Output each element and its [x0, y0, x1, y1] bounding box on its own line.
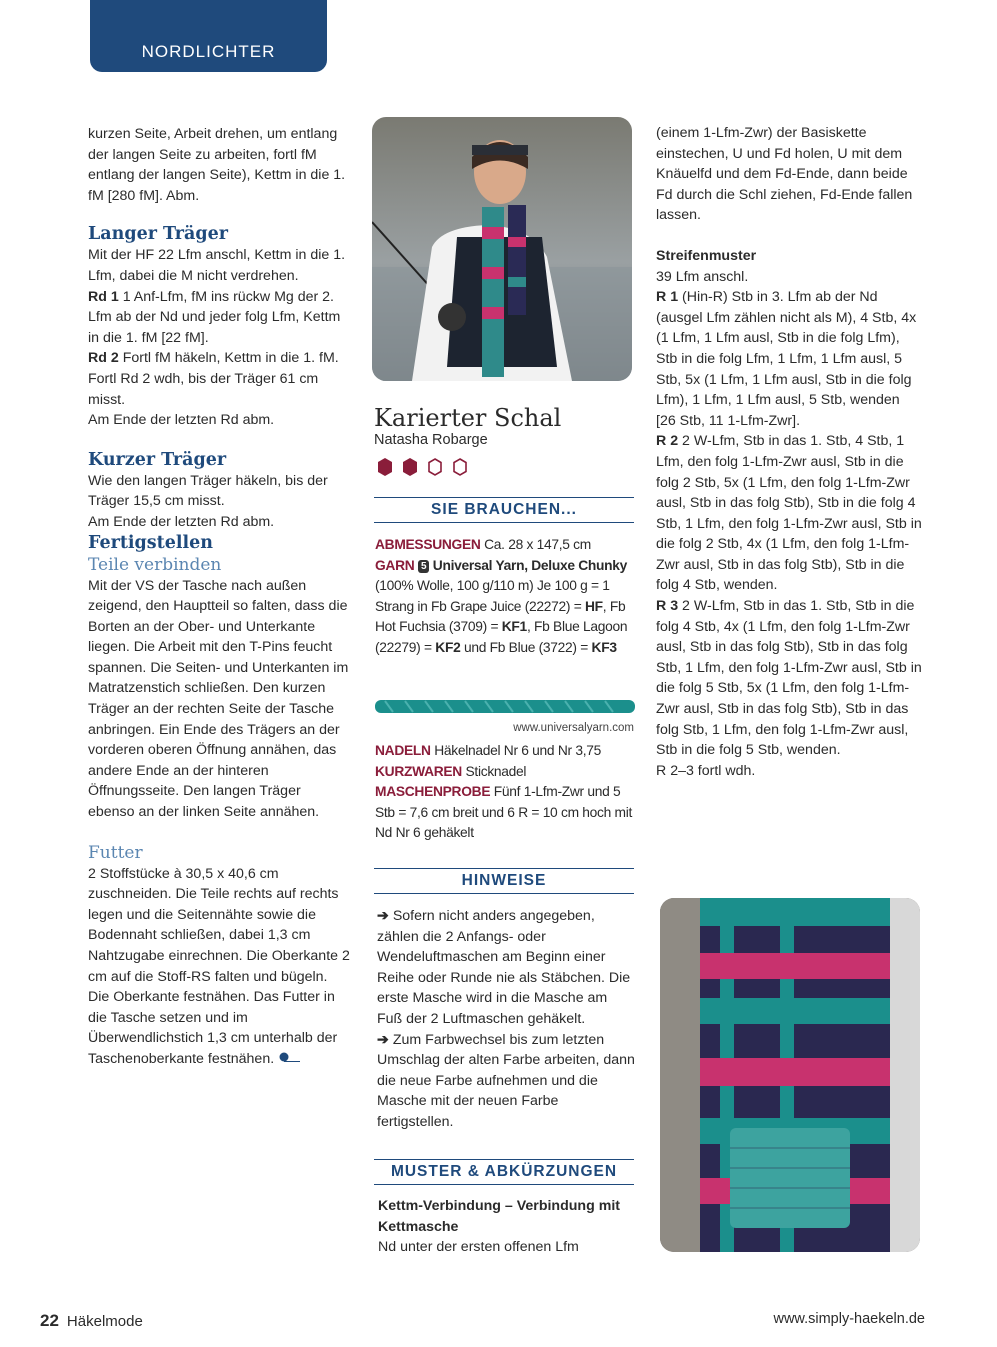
- footer-url[interactable]: www.simply-haekeln.de: [773, 1311, 925, 1327]
- col3-intro: (einem 1-Lfm-Zwr) der Basiskette einstechen, U und Fd holen, U mit dem Knäuelfd und dem Fd-Ende, dann beide Fd durch die Schl ziehen, Fd-Ende fallen lassen.: [656, 125, 913, 224]
- footer-left: [40, 1311, 143, 1331]
- garn: [375, 556, 637, 659]
- nadeln: [375, 741, 637, 762]
- row-2-text: 2 W-Lfm, Stb in das 1. Stb, 4 Stb, 1 Lfm, den folg 1-Lfm-Zwr ausl, Stb in die folg 2 Stb, 5x (1 Lfm, den folg 1-Lfm-Zwr ausl, Stb in das folg Stb), Stb in die folg 4 Stb, 1 Lfm, den folg 1-Lfm-Zwr ausl, Stb in die folg 2 Stb, 4x (1 Lfm, den folg 1-Lfm-Zwr ausl, Stb in das folg Stb), Stb in die folg 4 Stb, wenden.: [656, 433, 922, 594]
- streifen-line1: 39 Lfm anschl.: [656, 268, 749, 285]
- hinweis-2-text: Zum Farbwechsel bis zum letzten Umschlag der alten Farbe arbeiten, dann die neue Farbe aufnehmen und die Masche mit der neuen Farbe fertigstellen.: [377, 1031, 635, 1130]
- heading-streifenmuster: Streifenmuster: [656, 247, 757, 264]
- hf-code: HF: [585, 598, 603, 614]
- kurzer-line2: Am Ende der letzten Rd abm.: [88, 513, 275, 530]
- arrow-icon: ➔: [377, 908, 389, 924]
- langer-line4: Fortl Rd 2 wdh, bis der Träger 61 cm misst.: [88, 370, 319, 408]
- garn-t2: , Fb Blue Lagoon (22279) =: [375, 619, 628, 655]
- sie-brauchen-header: SIE BRAUCHEN...: [374, 497, 634, 523]
- section-tab: [90, 0, 327, 72]
- kf2-code: KF2: [435, 639, 461, 655]
- heading-teile-verbinden: Teile verbinden: [88, 554, 222, 575]
- kurzwaren: [375, 762, 637, 783]
- rd1-label: Rd 1: [88, 288, 119, 305]
- hinweis-1: [377, 906, 635, 1030]
- garn-text: (100% Wolle, 100 g/110 m) Je 100 g = 1 Strang in Fb Grape Juice (22272) =: [375, 578, 610, 614]
- row-1: [656, 287, 922, 431]
- tools: [375, 741, 637, 844]
- maschenprobe: [375, 782, 637, 844]
- garn-t3: und Fb Blue (3722) =: [460, 639, 592, 655]
- abmessungen: [375, 535, 637, 556]
- row-3: [656, 596, 922, 761]
- maschenprobe-label: MASCHENPROBE: [375, 784, 491, 800]
- maschenprobe-text: Fünf 1-Lfm-Zwr und 5 Stb = 7,6 cm breit und 6 R = 10 cm hoch mit Nd Nr 6 gehäkelt: [375, 784, 633, 841]
- heading-fertigstellen: Fertigstellen: [88, 532, 214, 553]
- kurzwaren-text: Sticknadel: [461, 763, 527, 779]
- end-mark-icon: [278, 1051, 300, 1063]
- muster-header: MUSTER & ABKÜRZUNGEN: [374, 1159, 634, 1185]
- garn-brand: Universal Yarn, Deluxe Chunky: [429, 557, 628, 573]
- kf3-code: KF3: [591, 639, 617, 655]
- kurzwaren-label: KURZWAREN: [375, 763, 462, 779]
- teile-text: Mit der VS der Tasche nach außen zeigend, den Hauptteil so falten, dass die Borten an der Ober- und Unterkante liegen. Die Arbeit mit den T-Pins feucht spannen. Die Seiten- und Unterkanten im Matratzenstich schließen. Den kurzen Träger an der rechten Seite der Tasche anbringen. Ein Ende des Trägers an der vorderen oberen Öffnung annähen, das andere Ende an der hinteren Öffnungsseite. Den langen Träger ebenso an der linken Seite annähen.: [88, 577, 349, 821]
- hinweis-1-text: Sofern nicht anders angegeben, zählen die 2 Anfangs- oder Wendeluftmaschen am Beginn einer Reihe oder Runde nie als Stäbchen. Die erste Masche wird in die Masche am Fuß der 2 Luftmaschen gehäkelt.: [377, 908, 631, 1027]
- langer-rd1: [88, 287, 350, 349]
- kettm-verbindung-title: Kettm-Verbindung – Verbindung mit Kettmasche: [378, 1198, 620, 1235]
- pattern-title: Karierter Schal: [374, 404, 562, 432]
- photo-scarf-closeup: [660, 898, 920, 1252]
- rd2-label: Rd 2: [88, 350, 119, 367]
- pattern-author: Natasha Robarge: [374, 432, 488, 448]
- page-number: 22: [40, 1311, 59, 1330]
- kurzer-line1: Wie den langen Träger häkeln, bis der Träger 15,5 cm misst.: [88, 472, 328, 510]
- hinweise: [377, 906, 635, 1133]
- materials: [375, 535, 637, 659]
- yarn-weight-icon: 5: [418, 560, 429, 573]
- yarn-sample-image: [375, 695, 635, 717]
- rd2-text: Fortl fM häkeln, Kettm in die 1. fM.: [118, 350, 339, 367]
- langer-rd2: [88, 348, 350, 369]
- muster: [378, 1196, 636, 1258]
- garn-label: GARN: [375, 557, 415, 573]
- yarn-url: www.universalyarn.com: [513, 722, 634, 734]
- garn-t1: , Fb Hot Fuchsia (3709) =: [375, 598, 626, 635]
- rd1-text: 1 Anf-Lfm, fM ins rückw Mg der 2. Lfm ab der Nd und jeder folg Lfm, Kettm in die 1. fM [22 fM].: [88, 288, 341, 346]
- arrow-icon: ➔: [377, 1031, 389, 1048]
- nadeln-label: NADELN: [375, 743, 431, 758]
- difficulty-icon: [374, 456, 474, 480]
- abmessungen-text: Ca. 28 x 147,5 cm: [480, 537, 591, 552]
- futter-text: [88, 864, 350, 1070]
- heading-langer-traeger: Langer Träger: [88, 224, 228, 245]
- photo-model-fishing-image: [372, 117, 632, 381]
- nadeln-text: Häkelnadel Nr 6 und Nr 3,75: [430, 743, 601, 758]
- langer-line1: Mit der HF 22 Lfm anschl, Kettm in die 1. Lfm, dabei die M nicht verdrehen.: [88, 247, 346, 284]
- column-right: [656, 123, 922, 781]
- kf1-code: KF1: [501, 619, 527, 635]
- hinweis-2: [377, 1030, 635, 1133]
- col1-intro: kurzen Seite, Arbeit drehen, um entlang der langen Seite zu arbeiten, fortl fM entlang der langen Seite), Kettm in die 1. fM [280 fM]. Abm.: [88, 126, 346, 204]
- row-repeat: R 2–3 fortl wdh.: [656, 762, 756, 779]
- row-2: [656, 431, 922, 596]
- column-left: [88, 124, 350, 1070]
- row-3-text: 2 W-Lfm, Stb in das 1. Stb, Stb in die folg 4 Stb, 4x (1 Lfm, den folg 1-Lfm-Zwr ausl, Stb in das folg Stb), Stb in das folg Stb, 1 Lfm, den folg 1-Lfm-Zwr ausl, Stb in die folg 5 Stb, 5x (1 Lfm, den folg 1-Lfm-Zwr ausl, Stb in das folg Stb), Stb in das folg Stb, 1 Lfm, den folg 1-Lfm-Zwr ausl, Stb in die folg 5 Stb, wenden.: [656, 598, 922, 759]
- heading-futter: Futter: [88, 842, 143, 863]
- hinweise-header: HINWEISE: [374, 868, 634, 894]
- row-1-text: (Hin-R) Stb in 3. Lfm ab der Nd (ausgel Lfm zählen nicht als M), 4 Stb, 4x (1 Lfm, 1 Lfm ausl, Stb in die folg Lfm), Stb in die folg Lfm, 1 Lfm, 1 Lfm ausl, 5 Stb, 5x (1 Lfm, 1 Lfm ausl, Stb in die folg Lfm), 1 Lfm, 1 Lfm ausl, 5 Stb, wenden [26 Stb, 11 1-Lfm-Zwr].: [656, 289, 917, 429]
- photo-scarf-closeup-image: [660, 898, 920, 1252]
- kettm-verbindung-text: Nd unter der ersten offenen Lfm: [378, 1239, 579, 1256]
- section-tab-label: NORDLICHTER: [141, 42, 276, 61]
- photo-model-fishing: [372, 117, 632, 381]
- heading-kurzer-traeger: Kurzer Träger: [88, 449, 227, 470]
- futter-body: 2 Stoffstücke à 30,5 x 40,6 cm zuschneiden. Die Teile rechts auf rechts legen und die Seitennähte sowie die Bodennaht schließen, dabei 1,3 cm Nahtzugabe einrechnen. Die Oberkante 2 cm auf die Stoff-RS falten und bügeln. Die Oberkante festnähen. Das Futter in die Tasche setzen und im Überwendlichstich 1,3 cm unterhalb der Taschenoberkante festnähen.: [88, 865, 350, 1067]
- abmessungen-label: ABMESSUNGEN: [375, 537, 481, 552]
- row-2-label: R 2: [656, 433, 679, 450]
- langer-line5: Am Ende der letzten Rd abm.: [88, 412, 275, 429]
- row-1-label: R 1: [656, 289, 679, 306]
- magazine-name: Häkelmode: [66, 1313, 143, 1330]
- row-3-label: R 3: [656, 598, 679, 615]
